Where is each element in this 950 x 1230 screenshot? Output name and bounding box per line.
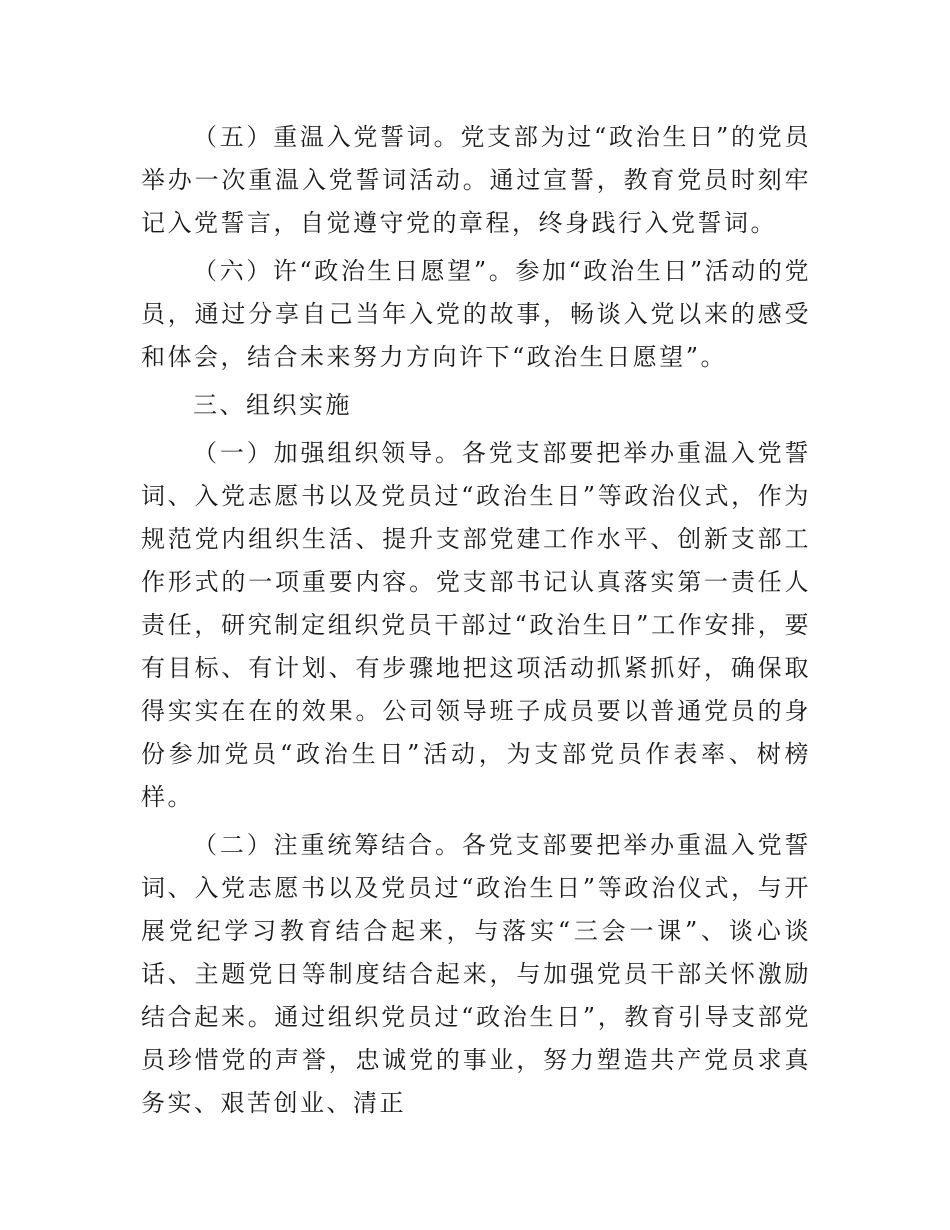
section-heading-organization: 三、组织实施 <box>193 391 352 419</box>
document-body <box>141 116 811 1130</box>
paragraph-oath-renewal: （五）重温入党誓词。党支部为过“政治生日”的党员举办一次重温入党誓词活动。通过宣誓，教育党员时刻牢记入党誓言，自觉遵守党的章程，终身践行入党誓词。 <box>141 123 811 237</box>
paragraph-coordination: （二）注重统筹结合。各党支部要把举办重温入党誓词、入党志愿书以及党员过“政治生日”等政治仪式，与开展党纪学习教育结合起来，与落实“三会一课”、谈心谈话、主题党日等制度结合起来，与加强党员干部关怀激励结合起来。通过组织党员过“政治生日”，教育引导支部党员珍惜党的声誉，忠诚党的事业，努力塑造共产党员求真务实、艰苦创业、清正 <box>141 831 811 1117</box>
paragraph-birthday-wish: （六）许“政治生日愿望”。参加“政治生日”活动的党员，通过分享自己当年入党的故事，畅谈入党以来的感受和体会，结合未来努力方向许下“政治生日愿望”。 <box>141 257 811 371</box>
paragraph-leadership: （一）加强组织领导。各党支部要把举办重温入党誓词、入党志愿书以及党员过“政治生日”等政治仪式，作为规范党内组织生活、提升支部党建工作水平、创新支部工作形式的一项重要内容。党支部书记认真落实第一责任人责任，研究制定组织党员干部过“政治生日”工作安排，要有目标、有计划、有步骤地把这项活动抓紧抓好，确保取得实实在在的效果。公司领导班子成员要以普通党员的身份参加党员“政治生日”活动，为支部党员作表率、树榜样。 <box>141 439 811 811</box>
